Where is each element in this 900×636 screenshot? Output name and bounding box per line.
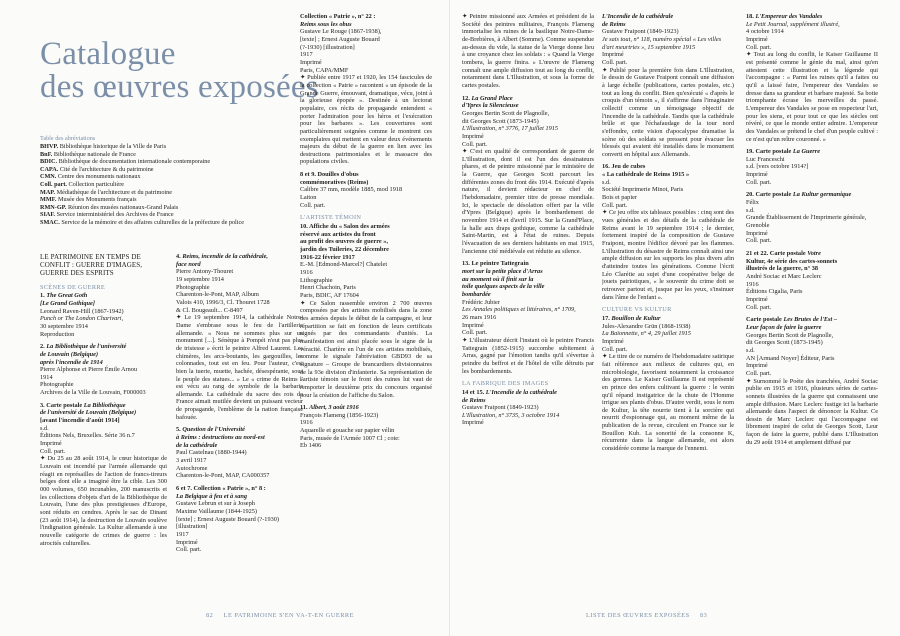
catalogue-entry-5: 5. Question de l'Université à Reims : destructions au nord-est de la cathédrale Paul Castelnau (1880-1944) 3 avril 1917 Autochrome Charenton-le-Pont, MAP, CA000357 <box>176 426 270 480</box>
abbr-row: CAPA. Cité de l'architecture & du patrimoine <box>40 165 154 173</box>
abbr-row: MAP. Médiathèque de l'architecture et du patrimoine <box>40 188 172 196</box>
column-5 <box>602 13 734 613</box>
abbreviations-table <box>40 135 300 227</box>
running-title-right: LISTE DES ŒUVRES EXPOSÉES <box>586 612 690 619</box>
subsection-heading: SCÈNES DE GUERRE <box>40 283 105 291</box>
catalogue-entry-2: 2. La Bibliothèque de l'université de Louvain (Belgique) après l'incendie de 1914 Pierre Alphonse et Pierre Émile Arnou 1914 Photographie Archives de la Ville de Louvain, F000003 <box>40 343 146 397</box>
catalogue-entry-4: 4. Reims, incendie de la cathédrale, face nord Pierre Antony-Thouret 19 septembre 1914 Photographie Charenton-le-Pont, MAP, Album Valois 410, 1996/3, Cl. Thouret 1728 & Cl. Bougeault... C-8497 ✦ Le 19 septembre 1914, la cathédrale Notre-Dame s'embrase sous le feu de l'artillerie allemande. « Nous ne sommes plus sur un monument [...]. Sénèque à Pompéi n'eut pas plus de tristesse » écrit le peintre Alfred Laurent. Les chimères, les arcs-boutants, les gargouilles, les colonnades, tout est en feu. Pour l'auteur, c'est bien la tuerie, muette, hachée, désespérante, sous le peuple des statues... » Le « crime de Reims » est vécu au rang de symbole de la barbarie allemande. La cathédrale du sacre des rois de France aimait mutilée devient un puissant vecteur de propagande, l'emblème de la nation française bafouée. <box>176 253 303 421</box>
left-footer <box>206 612 354 620</box>
catalogue-entry-14: 14 et 15. L'Incendie de la cathédrale de Reims Gustave Fraipont (1849-1923) L'Illustration, n° 3735, 3 octobre 1914 Imprimé <box>462 388 560 427</box>
catalogue-entry-3: 3. Carte postale La Bibliothèque de l'université de Louvain (Belgique) [avant l'incendie d'août 1914] s.d. Éditions Nels, Bruxelles. Série 36 n.7 Imprimé Coll. part. ✦ Du 25 au 28 août 1914, le cœur historique de Louvain est incendié par l'armée allemande qui réagit en représailles de l'action de francs-tireurs belges dont elle a imaginé être la cible. Les 300 000 volumes, 650 incunables, 200 manuscrits et les collections d'objets d'art de la Bibliothèque de Louvain, l'une des plus prestigieuses d'Europe, sont réduits en cendres. Après le sac de Dinant (23 août 1914), la destruction de Louvain soulève l'indignation générale. La Kultur allemande à une nouvelle catégorie de crimes de guerre : les atrocités culturelles. <box>40 401 167 547</box>
abbr-row: RMN-GP. Réunion des musées nationaux-Grand Palais <box>40 203 179 211</box>
abbr-row: SIAF. Service interministériel des Archives de France <box>40 211 174 219</box>
column-4 <box>462 13 594 613</box>
catalogue-entry-6: 6 et 7. Collection « Patrie », n° 8 : La Belgique à feu et à sang Gustave Lebrun et sur à Joseph Maxime Vaillaume (1844-1925) [texte] ; Ernest Auguste Bouard (?-1930) [illustration] 1917 Imprimé Coll. part. <box>176 485 279 554</box>
catalogue-entry-20: 20. Carte postale La Kultur germanique Félix s.d. Grande Établissement de l'Imprimerie générale, Grenoble Imprimé Coll. part. <box>746 191 867 245</box>
column-6 <box>746 13 878 613</box>
abbr-row: BDIC. Bibliothèque de documentation internationale contemporaine <box>40 158 211 166</box>
abbr-row: BnF. Bibliothèque nationale de France <box>40 150 136 158</box>
column-1 <box>40 253 167 613</box>
catalogue-entry-1: 1. The Great Goth [Le Grand Gothique] Leonard Raven-Hill (1867-1942) Punch or The London Charivari, 30 septembre 1914 Reproduction <box>40 292 124 338</box>
abbr-row: Coll. part. Collection particulière <box>40 181 125 189</box>
subsection-heading: LA FABRIQUE DES IMAGES <box>462 380 549 388</box>
running-title-left: LE PATRIMOINE S'EN VA-T-EN GUERRE <box>223 612 354 619</box>
catalogue-entry-8: Collection « Patrie », n° 22 : Reims sous les obus Gustave Le Rouge (1867-1938), [texte] ; Ernest Auguste Bouard (?-1930) [illustration] 1917 Imprimé Paris, CAPA/MMF ✦ Publiée entre 1917 et 1920, les 154 fascicules de la collection « Patrie » racontent « un épisode de la Grande Guerre, émouvant, dramatique, vécu, joint à la glorieuse épopée ». Destinée à un lectorat populaire, ces récits de propagande entendent « porter l'admiration pour les héros et l'exécration pour les barbares ». Les couvertures sont particulièrement soignées comme le montrent ces exemplaires qui mettent en valeur deux événements majeurs du début de la guerre en lien avec les destructions patrimoniales et le massacre des populations civiles. <box>300 13 432 166</box>
page-title <box>40 38 319 104</box>
catalogue-entry-9: 8 et 9. Douilles d'obus commémoratives (Reims) Calibre 37 mm, modèle 1885, mod 1918 Laiton Coll. part. <box>300 171 403 209</box>
entry-11-description: ✦ Peintre missionné aux Armées et président de la Société des peintres militaires, François Flameng immortalise les ruines de la basilique Notre-Dame-de-Brebières, à Albert (Somme). Comme suspendue au-dessus du vide, la statue de la Vierge donne lieu à une croyance chez les soldats : « Quand la Vierge tombera, la guerre finira. » L'œuvre de Flameng connaît une ample diffusion tout au long du conflit, notamment dans L'Illustration, et sous la forme de cartes postales. <box>462 13 594 89</box>
catalogue-entry-17: 17. Bouillon de Kultur Jules-Alexandre Grün (1868-1938) La Baïonnette, n° 4, 29 juillet 1915 Imprimé Coll. part. ✦ Le titre de ce numéro de l'hebdomadaire satirique fait référence aux milieux de cultures qui, en microbiologie, favorisent notamment la croissance des germes. Le Kaiser Guillaume II est représenté en prince des enfers cultivant la guerre : le venin qu'il répand instigatrice de la chute de l'Homme irrigue ses plants d'obus. D'autre verdit, sous le nom de Kultur, la tête nourrie tient à la sorcière qui nourrit d'espionnage qui, au moment même de la publication de la revue, circulent en France sur le Bouillon Kub. La sonorité de la consonne K, récurrente dans la langue allemande, est alors considérée comme la marque de l'ennemi. <box>602 314 734 453</box>
catalogue-entry-15: L'Incendie de la cathédrale de Reims Gustave Fraipont (1849-1923) Je sais tout, n° 118, numéro spécial « Les villes d'art meurtries », 15 septembre 1915 Imprimé Coll. part. ✦ Publié pour la première fois dans L'Illustration, le dessin de Gustave Fraipont connaît une diffusion à large échelle (publications, cartes postales, etc.) tout au long du conflit. Bien qu'exécuté « d'après le croquis d'un témoin », il s'affirme dans l'imaginaire collectif comme un témoignage objectif de l'incendie de la cathédrale. Tandis que la cathédrale brûle et que l'échafaudage de la tour nord s'effondre, cette vision d'apocalypse dramatise la scène où des soldats se pressent pour évacuer les blessés qui avaient été installés dans le monument converti en hôpital aux Allemands. <box>602 13 734 158</box>
catalogue-entry-18: 18. L'Empereur des Vandales Le Petit Journal, supplément illustré, 4 octobre 1914 Imprimé Coll. part. ✦ Tout au long du conflit, le Kaiser Guillaume II est présenté comme le génie du mal, ainsi qu'en attestent cette illustration et la légende qui l'accompagne : « Parmi les ruines qu'il a faites ou qu'il a laissé faire, l'empereur des Vandales se dresse dans sa grandeur et barbare majesté. Sa botte triomphante écrase les merveilles du passé. L'empereur des Vandales se pose en respecteur l'art, pour les siens, et pour tout ce que les siècles ont révéré, ce que le monde entier admire. L'empereur des Vandales se prétend le chef d'un peuple cultivé : ce n'est qu'un reître couronné. » <box>746 13 878 143</box>
catalogue-entry-11: 11. Albert, 3 août 1916 François Flameng (1856-1923) 1916 Aquarelle et gouache sur papier vélin Paris, musée de l'Armée 1007 Cl ; cote: Eb 1406 <box>300 404 400 450</box>
section-heading: LE PATRIMOINE EN TEMPS DE CONFLIT : GUERRE D'IMAGES, GUERRE DES ESPRITS <box>40 253 143 278</box>
catalogue-entry-16: 16. Jeu de cubes « La cathédrale de Reims 1915 » s.d. Société Imprimerie Minot, Paris Bois et papier Coll. part. ✦ Ce jeu offre six tableaux possibles : cinq sont des vues générales et des détails de la cathédrale de Reims avant le 19 septembre 1914 ; le dernier, fortement inspiré de la composition de Gustave Fraipont, montre l'édifice dévoré par les flammes. L'illustration du désastre de Reims connaît ainsi une ample diffusion sur les supports les plus divers afin d'atteindre toutes les générations. Comme l'écrit Léo Clarétie au sujet d'une coopérative belge de jouets patriotiques, « le souvenir du crime doit se retrouver partout et, jusque par les yeux, s'insinuer dans l'âme de l'enfant ». <box>602 163 734 301</box>
catalogue-entry-10: 10. Affiche du « Salon des armées réservé aux artistes du front au profit des œuvres de guerre », jardin des Tuileries, 22 décembre 1916-22 février 1917 E.-M. [Edmond-Marcel?] Chatelet 1916 Lithographie Henri Chachoin, Paris Paris, BDIC, AF 17604 ✦ Ce Salon rassemble environ 2 700 œuvres composées par des artistes mobilisés dans la zone des armées depuis le début de la campagne, et leur répartition se fait en fonction de leurs certificats signés par des commandants d'unités. La manifestation est ainsi placée sous le signe de la véracité. Chartère en l'un de ces artistes mobilisés, comme le signale l'abréviation GBD93 de sa signature – Groupe de brancardiers divisionnaires de la 93e division d'infanterie. Sa représentation de l'artiste témoin sur le front des ruines lui vaut de remporter le deuxième prix du concours organisé pour la création de l'affiche du Salon. <box>300 223 432 399</box>
title-line-2: des œuvres exposées <box>40 69 319 105</box>
right-footer <box>586 612 707 620</box>
title-line-1: Catalogue <box>40 36 176 72</box>
catalogue-entry-13: 13. Le peintre Tattegrain mort sur la petite place d'Arras au moment où il finit sur la toile quelques aspects de la ville bombardée Frédéric Jubier Les Annales politiques et littéraires, n° 1709, 26 mars 1916 Imprimé Coll. part. ✦ L'illustrateur décrit l'instant où le peintre Francis Tattegrain (1852-1915) succombe subitement à Arras, gagné par l'émotion tandis qu'il s'évertue à peindre du beffroi et de l'hôtel de ville détruits par les bombardements. <box>462 260 594 375</box>
catalogue-entry-22: Carte postale Les Brutes de l'Est – Leur façon de faire la guerre Georges Bertin Scott de Plagnolle, dit Georges Scott (1873-1945) s.d. AN [Armand Noyer] Éditeur, Paris Imprimé Coll. part. ✦ Surnommé le Poète des tranchées, André Sociac publie en 1915 et 1916, plusieurs séries de cartes-sonnets illustrées de la guerre qui connaissent une ample diffusion. Marc Leclerc fustige ici la barbarie allemande dans l'aspect de dénoncer la Kultur. Ce dessin de Marc Leclerc qui l'accompagne est librement inspiré de celui de Georges Scott, Leur façon de faire la guerre, publié dans L'Illustration du 29 août 1914 et amplement diffusé par <box>746 316 878 446</box>
page-number-right: 83 <box>700 612 708 619</box>
abbr-row: SMAC. Service de la mémoire et des affaires culturelles de la préfecture de police <box>40 219 244 227</box>
subsection-heading: CULTURE VS KULTUR <box>602 306 672 314</box>
catalogue-entry-12: 12. La Grand Place d'Ypres la Silencieuse Georges Bertin Scott de Plagnolle, dit Georges Scott (1873-1945) L'Illustration, n° 3776, 17 juillet 1915 Imprimé Coll. part. ✦ C'est en qualité de correspondant de guerre de L'Illustration, dont il est l'un des dessinateurs phares, et de peintre missionné par le ministère de la Guerre, que Georges Scott parcourt les différentes zones du front dès 1914. Exécuté d'après nature, il devient rédacteur en chef de l'hebdomadaire, premier titre de presse mondiale. Ici, le spectacle de désolation offert par la ville d'Ypres (Belgique) après le bombardement de novembre 1914 et d'avril 1915. Sur la Grand'Place, la halle aux draps gothique, comme la cathédrale Saint-Martin, est à l'état de ruines. Depuis l'évacuation de ses derniers habitants en mai 1915, l'ancienne cité médiévale est réduite au silence. <box>462 94 594 255</box>
right-page <box>450 0 900 636</box>
page-number-left: 82 <box>206 612 214 619</box>
column-2 <box>176 253 303 613</box>
catalogue-entry-21: 21 et 22. Carte postale Votre Kultur, 4e série des cartes-sonnets illustrés de la guerre, n° 38 André Sociac et Marc Leclerc 1916 Éditions Cigalia, Paris Imprimé Coll. part. <box>746 250 838 311</box>
abbr-row: CMN. Centre des monuments nationaux <box>40 173 141 181</box>
subsection-heading: L'ARTISTE TÉMOIN <box>300 214 362 222</box>
catalogue-entry-19: 19. Carte postale La Guerre Luc Franceschi s.d. [vers octobre 1914?] Imprimé Coll. part. <box>746 148 820 186</box>
column-3 <box>300 13 432 613</box>
abbr-row: BHVP. Bibliothèque historique de la Ville de Paris <box>40 143 167 151</box>
abbreviations-heading: Table des abréviations <box>40 135 96 142</box>
abbr-row: MMF. Musée des Monuments français <box>40 196 137 204</box>
